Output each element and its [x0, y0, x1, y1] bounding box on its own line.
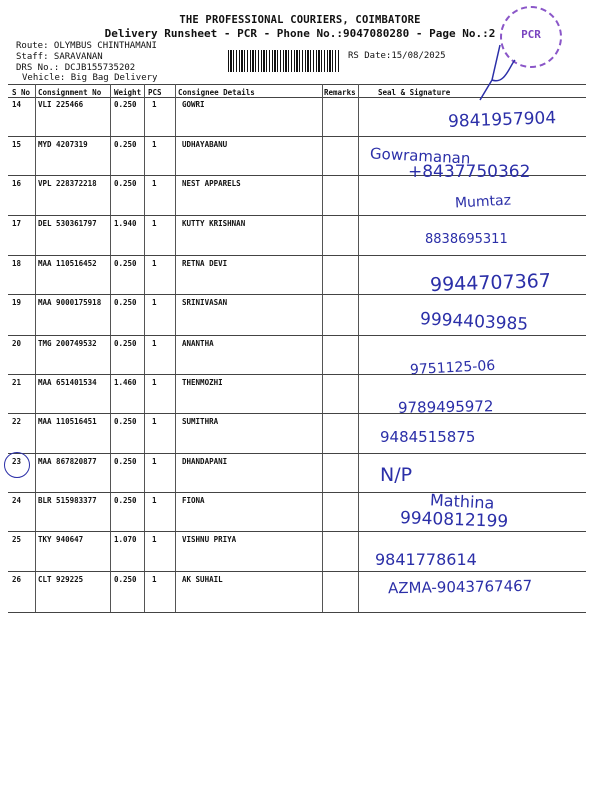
weight-value: 0.250 [114, 496, 137, 505]
consignment-number: TMG 200749532 [38, 339, 97, 348]
consignee-name: KUTTY KRISHNAN [182, 219, 246, 228]
col-sno: S No [12, 88, 31, 97]
serial-number: 17 [12, 219, 22, 228]
company-title: THE PROFESSIONAL COURIERS, COIMBATORE [179, 14, 421, 26]
consignment-number: MAA 867820877 [38, 457, 97, 466]
signature-handwriting: 9841778614 [375, 550, 477, 569]
col-weight: Weight [114, 88, 142, 97]
pcs-value: 1 [152, 100, 157, 109]
serial-number: 14 [12, 100, 22, 109]
barcode-image [228, 50, 340, 72]
consignee-name: SRINIVASAN [182, 298, 228, 307]
consignee-name: DHANDAPANI [182, 457, 228, 466]
weight-value: 0.250 [114, 100, 137, 109]
consignment-number: MAA 110516452 [38, 259, 97, 268]
pcs-value: 1 [152, 417, 157, 426]
signature-stroke [480, 45, 515, 100]
consignment-number: TKY 940647 [38, 535, 84, 544]
weight-value: 1.070 [114, 535, 137, 544]
consignee-name: RETNA DEVI [182, 259, 228, 268]
signature-handwriting: 9484515875 [380, 428, 476, 446]
signature-handwriting: Mumtaz [454, 192, 512, 212]
consignee-name: GOWRI [182, 100, 205, 109]
row-divider [8, 215, 586, 216]
signature-handwriting: 9751125-06 [409, 357, 496, 379]
weight-value: 0.250 [114, 575, 137, 584]
serial-number: 15 [12, 140, 22, 149]
row-divider [8, 413, 586, 414]
weight-value: 0.250 [114, 457, 137, 466]
row-divider [8, 492, 586, 493]
consignee-name: AK SUHAIL [182, 575, 223, 584]
serial-number: 26 [12, 575, 22, 584]
signature-handwriting: N/P [380, 464, 413, 486]
serial-number: 22 [12, 417, 22, 426]
col-consignee: Consignee Details [178, 88, 255, 97]
consignment-number: VPL 228372218 [38, 179, 97, 188]
col-divider [144, 84, 145, 612]
row-divider [8, 453, 586, 454]
signature-handwriting: 9841957904 [447, 108, 557, 132]
serial-number: 16 [12, 179, 22, 188]
consignment-number: MAA 110516451 [38, 417, 97, 426]
row-divider [8, 335, 586, 336]
serial-number: 21 [12, 378, 22, 387]
drs-number: DRS No.: DCJB155735202 [16, 63, 136, 73]
serial-number: 18 [12, 259, 22, 268]
signature-handwriting: AZMA-9043767467 [387, 576, 533, 598]
weight-value: 0.250 [114, 140, 137, 149]
row-divider [8, 571, 586, 572]
consignee-name: UDHAYABANU [182, 140, 228, 149]
route-label: Route: OLYMBUS CHINTHAMANI [16, 41, 157, 51]
consignee-name: VISHNU PRIYA [182, 535, 237, 544]
signature-handwriting: 9944707367 [429, 269, 552, 297]
weight-value: 1.940 [114, 219, 137, 228]
consignee-name: ANANTHA [182, 339, 214, 348]
pcs-value: 1 [152, 259, 157, 268]
row-23-circle-mark [4, 452, 30, 478]
signature-handwriting: +8437750362 [408, 162, 531, 182]
serial-number: 19 [12, 298, 22, 307]
serial-number: 20 [12, 339, 22, 348]
weight-value: 1.460 [114, 378, 137, 387]
signature-handwriting: 9940812199 [399, 508, 509, 532]
vehicle-label: Vehicle: Big Bag Delivery [22, 73, 158, 83]
pcs-value: 1 [152, 535, 157, 544]
pcs-value: 1 [152, 457, 157, 466]
col-divider [175, 84, 176, 612]
consignment-number: VLI 225466 [38, 100, 84, 109]
pcs-value: 1 [152, 140, 157, 149]
staff-label: Staff: SARAVANAN [16, 52, 103, 62]
consignment-number: CLT 929225 [38, 575, 84, 584]
col-remarks: Remarks [324, 88, 356, 97]
serial-number: 24 [12, 496, 22, 505]
row-divider [8, 136, 586, 137]
serial-number: 25 [12, 535, 22, 544]
col-divider [322, 84, 323, 612]
col-pcs: PCS [148, 88, 162, 97]
weight-value: 0.250 [114, 179, 137, 188]
rs-date: RS Date:15/08/2025 [348, 51, 446, 61]
stamp-text: PCR [521, 28, 541, 41]
consignee-name: FIONA [182, 496, 205, 505]
pcs-value: 1 [152, 496, 157, 505]
row-divider [8, 612, 586, 613]
row-divider [8, 255, 586, 256]
pcs-value: 1 [152, 219, 157, 228]
weight-value: 0.250 [114, 417, 137, 426]
signature-handwriting: 8838695311 [425, 232, 508, 247]
pcs-value: 1 [152, 298, 157, 307]
runsheet-title: Delivery Runsheet - PCR - Phone No.:9047080280 - Page No.:2 [104, 27, 496, 40]
weight-value: 0.250 [114, 259, 137, 268]
consignment-number: DEL 530361797 [38, 219, 97, 228]
col-consignment: Consignment No [38, 88, 102, 97]
consignment-number: MAA 9000175918 [38, 298, 102, 307]
col-divider [358, 84, 359, 612]
col-divider [110, 84, 111, 612]
handwritten-name: Gowramanan [369, 144, 471, 168]
row-divider [8, 374, 586, 375]
weight-value: 0.250 [114, 339, 137, 348]
pcs-value: 1 [152, 575, 157, 584]
signature-handwriting: 9789495972 [397, 397, 494, 417]
col-signature: Seal & Signature [378, 88, 451, 97]
consignment-number: BLR 515983377 [38, 496, 97, 505]
consignee-name: NEST APPARELS [182, 179, 241, 188]
serial-number: 23 [12, 457, 22, 466]
consignee-name: SUMITHRA [182, 417, 219, 426]
col-divider [35, 84, 36, 612]
pcs-value: 1 [152, 378, 157, 387]
pcs-value: 1 [152, 339, 157, 348]
handwritten-name: Mathina [429, 490, 495, 513]
signature-handwriting: 9994403985 [419, 309, 529, 335]
pcs-value: 1 [152, 179, 157, 188]
consignment-number: MYD 4207319 [38, 140, 88, 149]
row-divider [8, 294, 586, 295]
consignee-name: THENMOZHI [182, 378, 223, 387]
signature-scribble [470, 40, 530, 110]
weight-value: 0.250 [114, 298, 137, 307]
consignment-number: MAA 651401534 [38, 378, 97, 387]
